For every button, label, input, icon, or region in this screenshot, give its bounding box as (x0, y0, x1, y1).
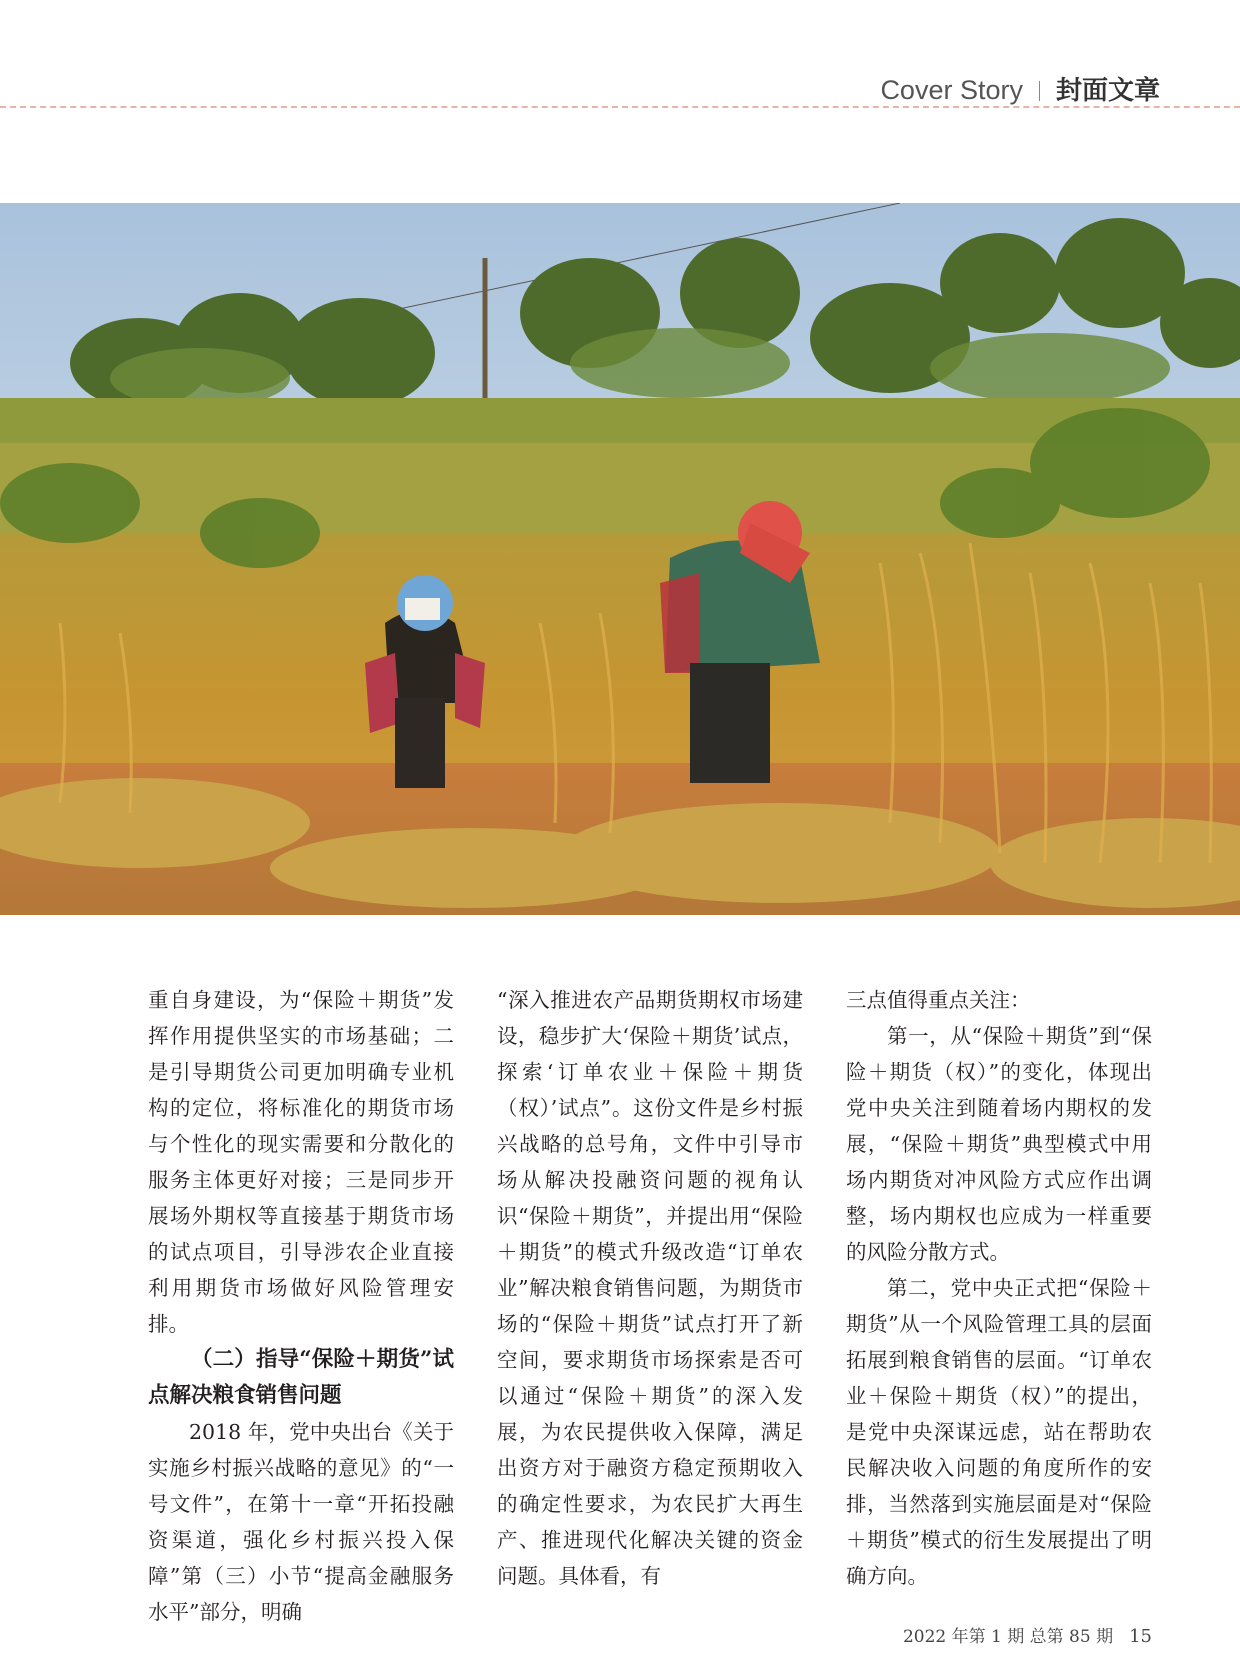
section-title-en: Cover Story (880, 75, 1023, 105)
header-dashed-rule (0, 106, 1240, 108)
paragraph: 重自身建设，为“保险＋期货”发挥作用提供坚实的市场基础；二是引导期货公司更加明确专业机构的定位，将标准化的期货市场与个性化的现实需要和分散化的服务主体更好对接；三是同步开展场外期权等直接基于期货市场的试点项目，引导涉农企业直接利用期货市场做好风险管理安排。 (148, 988, 454, 1336)
article-column-1 (148, 982, 454, 1630)
feature-photo (0, 203, 1240, 915)
page-number: 15 (1129, 1626, 1152, 1647)
paragraph: 第一，从“保险＋期货”到“保险＋期货（权）”的变化，体现出党中央关注到随着场内期权的发展，“保险＋期货”典型模式中用场内期货对冲风险方式应作出调整，场内期权也应成为一样重要的风险分散方式。 (846, 1024, 1152, 1264)
issue-info: 2022 年第 1 期 总第 85 期 (902, 1627, 1114, 1647)
header-divider (1039, 81, 1040, 101)
paragraph: 2018 年，党中央出台《关于实施乡村振兴战略的意见》的“一号文件”，在第十一章“开拓投融资渠道，强化乡村振兴投入保障”第（三）小节“提高金融服务水平”部分，明确 (148, 1420, 454, 1624)
section-title-cn: 封面文章 (1055, 76, 1160, 106)
paragraph: 三点值得重点关注： (846, 988, 1031, 1012)
article-column-3 (846, 982, 1152, 1594)
article-column-2 (497, 982, 803, 1594)
paragraph: 第二，党中央正式把“保险＋期货”从一个风险管理工具的层面拓展到粮食销售的层面。“订单农业＋保险＋期货（权）”的提出，是党中央深谋远虑，站在帮助农民解决收入问题的角度所作的安排，当然落到实施层面是对“保险＋期货”模式的衍生发展提出了明确方向。 (846, 1276, 1152, 1588)
harvest-field-image (0, 203, 1240, 915)
paragraph: “深入推进农产品期货期权市场建设，稳步扩大‘保险＋期货’试点，探索‘订单农业＋保险＋期货（权）’试点”。这份文件是乡村振兴战略的总号角，文件中引导市场从解决投融资问题的视角认识“保险＋期货”，并提出用“保险＋期货”的模式升级改造“订单农业”解决粮食销售问题，为期货市场的“保险＋期货”试点打开了新空间，要求期货市场探索是否可以通过“保险＋期货”的深入发展，为农民提供收入保障，满足出资方对于融资方稳定预期收入的确定性要求，为农民扩大再生产、推进现代化解决关键的资金问题。具体看，有 (497, 988, 803, 1588)
page-footer (903, 1622, 1152, 1647)
section-header (0, 70, 1160, 107)
section-heading: （二）指导“保险＋期货”试点解决粮食销售问题 (148, 1347, 454, 1408)
